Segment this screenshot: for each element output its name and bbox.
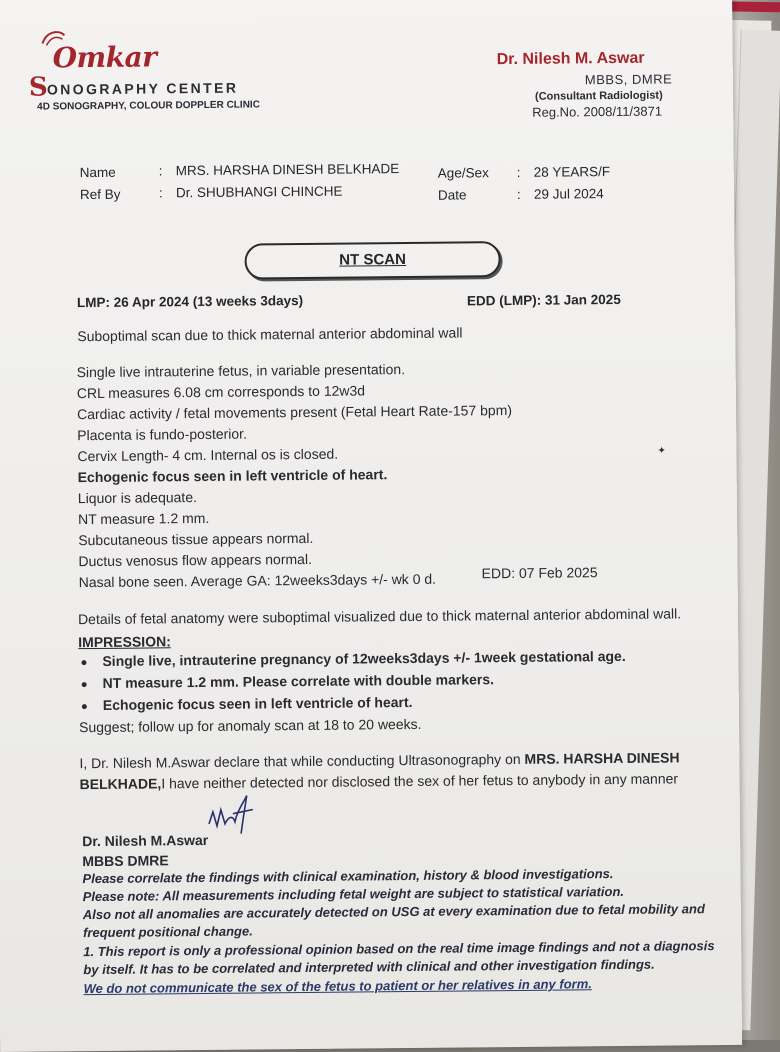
pen-mark: ✦ [657,445,666,457]
edd-lmp: EDD (LMP): 31 Jan 2025 [466,291,621,309]
declaration-line-2 [80,770,679,792]
report-date: 29 Jul 2024 [533,186,604,202]
note-line: 1. This report is only a professional opinion based on the real time image findings and not a diagnosis [83,938,715,960]
note-line: Please note: All measurements including fetal weight are subject to statistical variation. [82,883,625,905]
note-line: frequent positional change. [82,923,253,941]
finding-item: Echogenic focus seen in left ventricle of heart. [77,466,388,486]
doctor-degree: MBBS, DMRE [584,71,673,88]
declaration-prefix: I, Dr. Nilesh M.Aswar declare that while conducting Ultrasonography on [79,750,525,772]
edd-scan: EDD: 07 Feb 2025 [481,564,598,582]
date-colon: : [516,186,521,202]
finding-item: Nasal bone seen. Average GA: 12weeks3days +/- wk 0 d. [78,570,437,591]
report-title: NT SCAN [339,251,406,269]
impression-item: Echogenic focus seen in left ventricle of heart. [102,693,413,713]
date-label: Date [437,187,467,203]
finding-item: Placenta is fundo-posterior. [77,425,247,444]
declaration-patient: BELKHADE, [79,775,162,793]
ref-colon: : [158,185,163,201]
suboptimal-note: Suboptimal scan due to thick maternal anterior abdominal wall [77,324,463,345]
finding-item: Cervix Length- 4 cm. Internal os is closed. [77,445,339,465]
anatomy-note: Details of fetal anatomy were suboptimal visualized due to thick maternal anterior abdominal wall. [77,605,682,628]
finding-item: Liquor is adequate. [77,489,198,507]
lmp: LMP: 26 Apr 2024 (13 weeks 3days) [76,293,304,311]
bullet [82,704,87,709]
impression-item: Single live, intrauterine pregnancy of 12weeks3days +/- 1week gestational age. [102,647,626,669]
logo-wordmark: Omkar [52,40,157,75]
signature-icon [203,789,263,838]
bullet [81,660,86,665]
doctor-role: (Consultant Radiologist) [534,89,663,103]
note-line: Please correlate the findings with clinical examination, history & blood investigations. [82,866,614,887]
doctor-name: Dr. Nilesh M. Aswar [496,49,645,69]
finding-item: Ductus venosus flow appears normal. [78,550,312,570]
note-line: by itself. It has to be correlated and interpreted with clinical and other investigation findings. [83,956,655,978]
age-sex: 28 YEARS/F [533,164,611,180]
report-title-box [244,241,500,279]
ref-doctor: Dr. SHUBHANGI CHINCHE [175,183,343,201]
note-line: We do not communicate the sex of the fetus to patient or her relatives in any form. [83,976,592,997]
ref-label: Ref By [79,186,121,203]
age-label: Age/Sex [437,165,489,181]
declaration-patient: MRS. HARSHA DINESH [524,749,680,767]
name-label: Name [79,164,116,181]
finding-item: Cardiac activity / fetal movements present (Fetal Heart Rate-157 bpm) [76,402,513,423]
declaration-suffix: I have neither detected nor disclosed the sex of her fetus to anybody in any manner [161,770,679,792]
signatory-degree: MBBS DMRE [82,852,169,870]
finding-item: Single live intrauterine fetus, in variable presentation. [76,361,406,381]
finding-item: CRL measures 6.08 cm corresponds to 12w3d [76,382,366,402]
impression-item: NT measure 1.2 mm. Please correlate with double markers. [102,671,495,691]
impression-heading: IMPRESSION: [78,633,171,651]
note-line: Also not all anomalies are accurately detected on USG at every examination due to fetal mobility and [82,901,705,923]
signatory-name: Dr. Nilesh M.Aswar [82,831,209,850]
finding-item: Subcutaneous tissue appears normal. [78,529,314,549]
bullet [82,682,87,687]
center-name: ONOGRAPHY CENTER [46,79,239,98]
center-subtitle: 4D SONOGRAPHY, COLOUR DOPPLER CLINIC [37,99,260,113]
doctor-registration: Reg.No. 2008/11/3871 [532,103,663,120]
patient-name: MRS. HARSHA DINESH BELKHADE [175,161,400,179]
name-colon: : [158,163,163,179]
age-colon: : [516,164,521,180]
declaration-line-1 [79,749,679,771]
suggestion: Suggest; follow up for anomaly scan at 18 to 20 weeks. [78,715,422,736]
logo-initial: S [28,72,48,103]
finding-item: NT measure 1.2 mm. [77,509,210,528]
